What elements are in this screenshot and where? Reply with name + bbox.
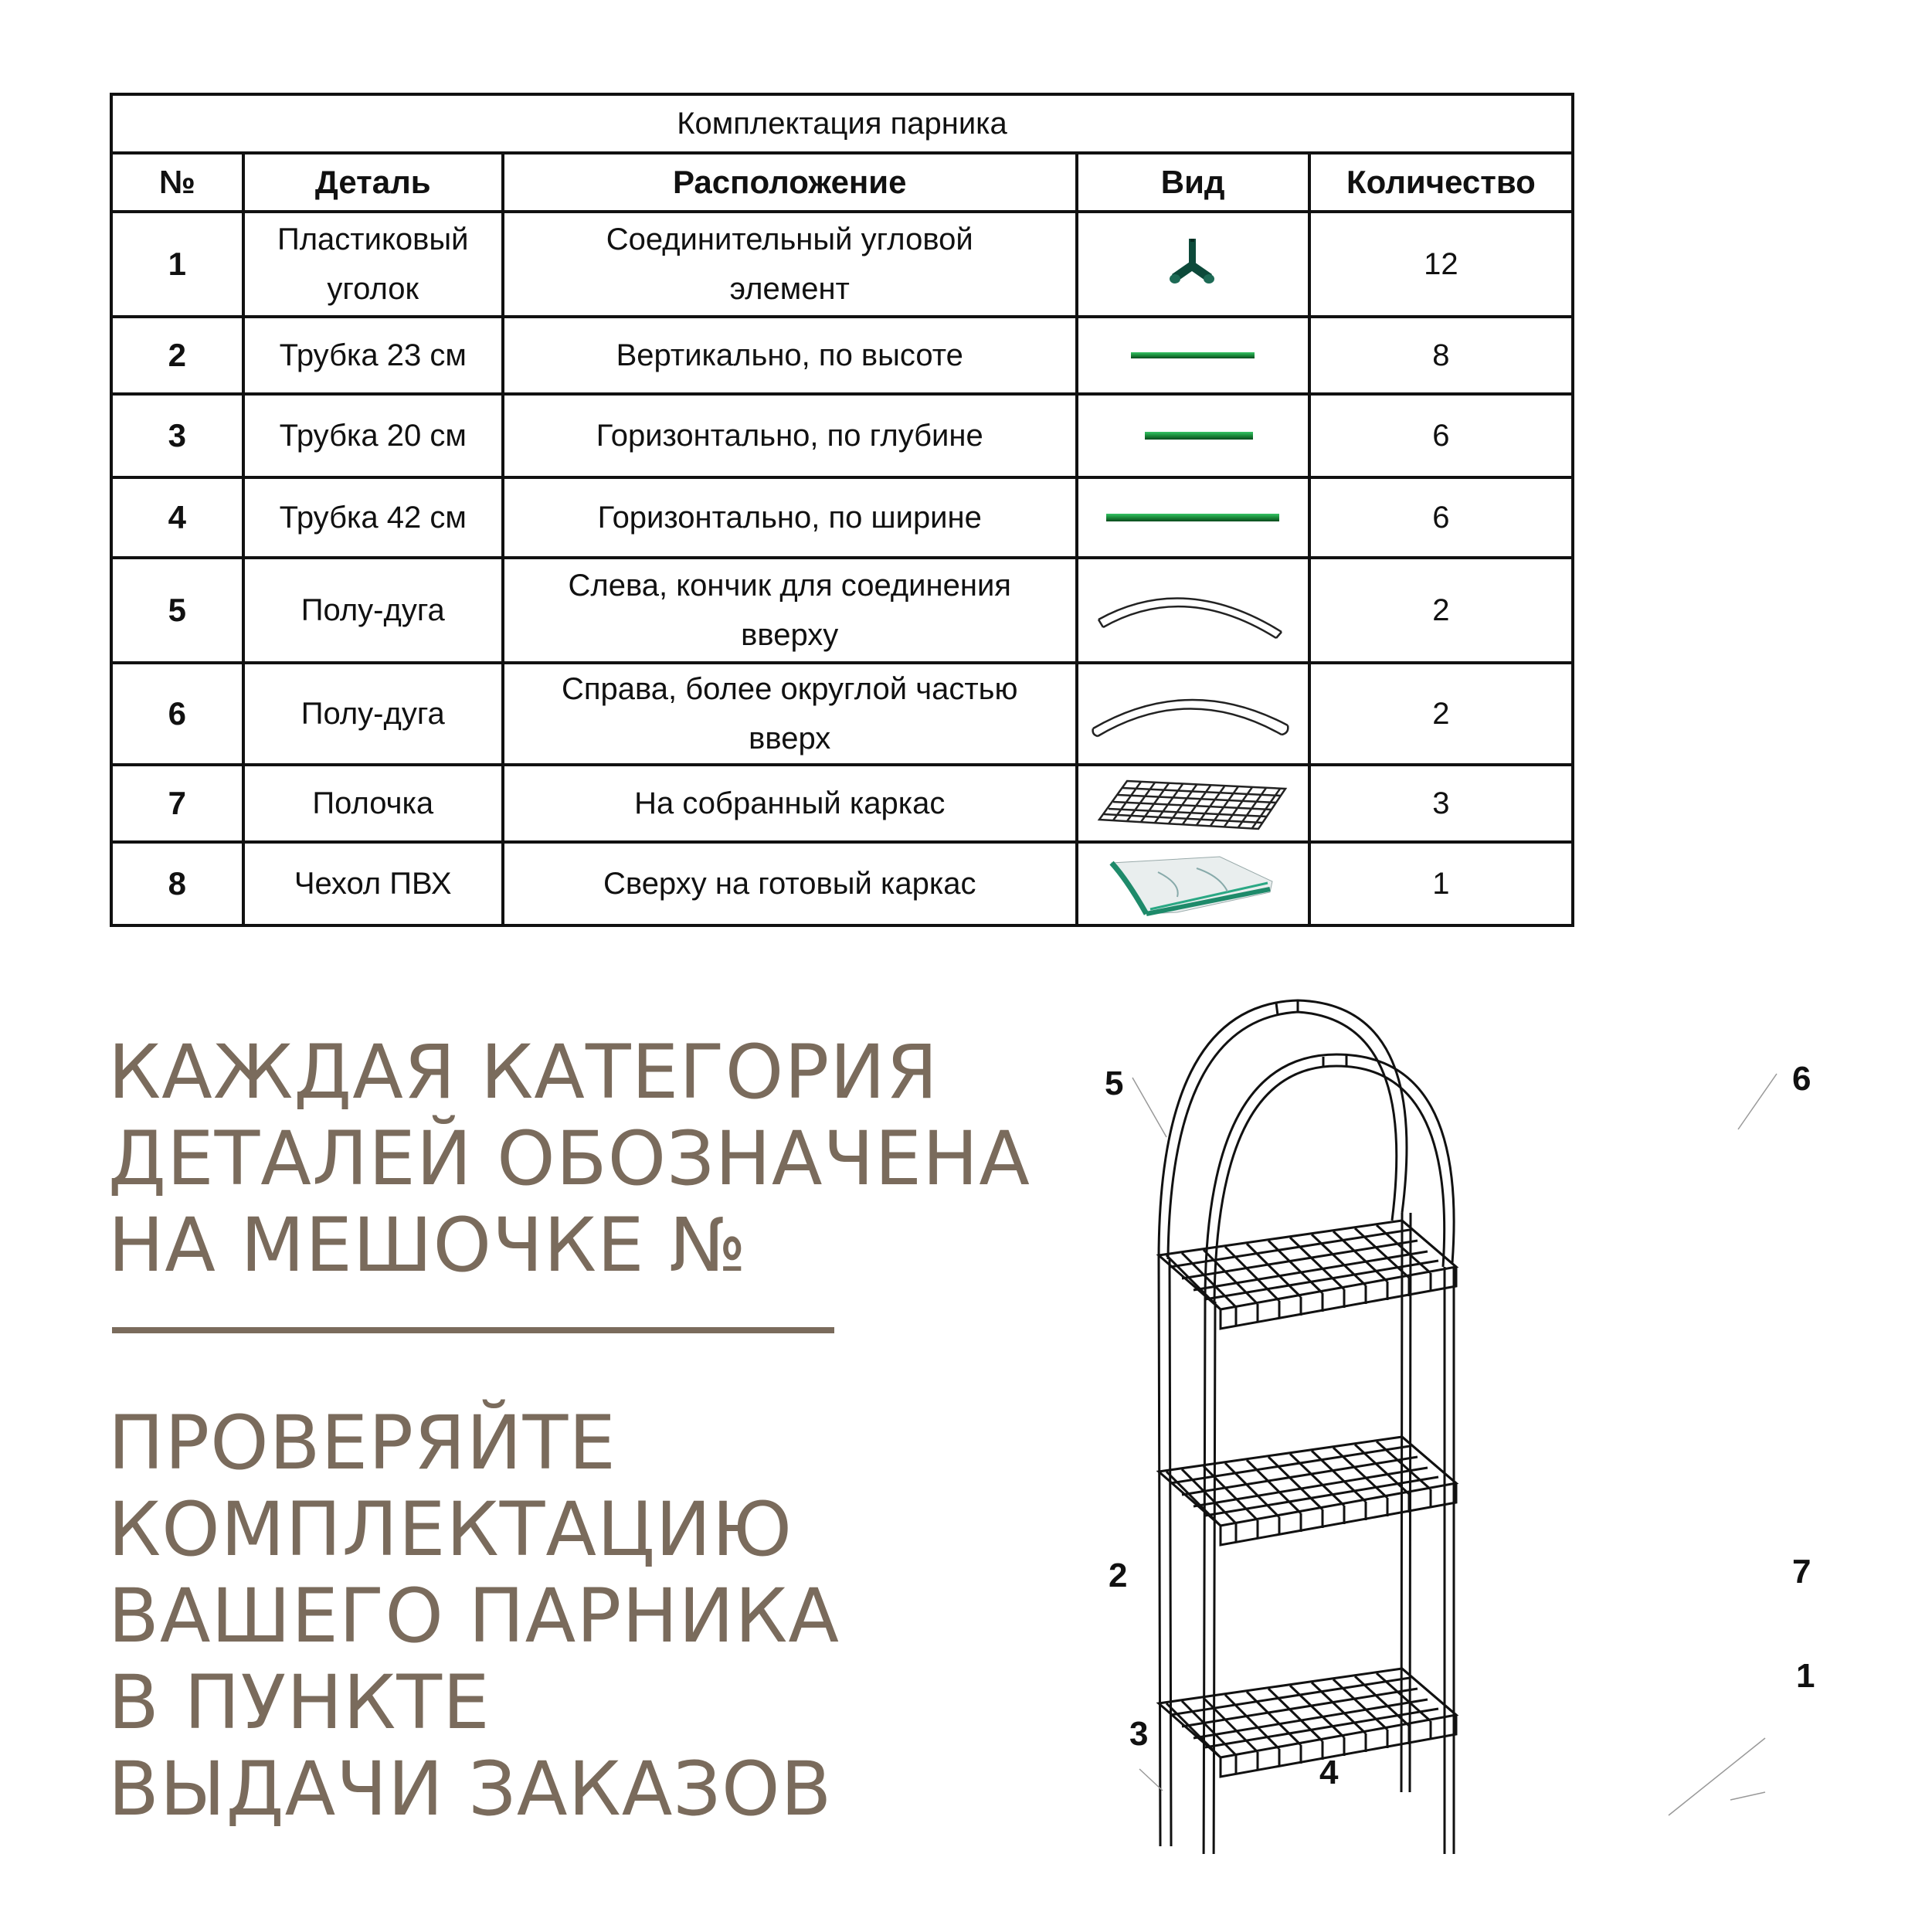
divider [112,1327,834,1333]
promo-line: КАЖДАЯ КАТЕГОРИЯ [108,1029,939,1115]
location-line: Соединительный угловой [606,222,973,256]
promo-line: ВЫДАЧИ ЗАКАЗОВ [108,1746,833,1832]
header-part: Деталь [243,153,503,212]
location-line: Слева, кончик для соединения [568,569,1011,603]
row-view [1077,477,1309,558]
promo-line: НА МЕШОЧКЕ № [108,1202,748,1289]
pvc-cover-icon [1104,849,1282,918]
parts-table [110,93,1574,927]
part-line: уголок [327,272,419,306]
tube-42cm-icon [1106,512,1279,523]
row-qty: 6 [1309,394,1573,477]
row-num: 3 [111,394,243,477]
half-arc-icon [1092,579,1293,641]
promo-line: ВАШЕГО ПАРНИКА [108,1573,840,1659]
row-location: На собранный каркас [503,765,1077,842]
table-row [111,663,1573,765]
row-qty: 1 [1309,842,1573,925]
table-row [111,212,1573,317]
table-title: Комплектация парника [111,94,1573,153]
table-row [111,477,1573,558]
row-view [1077,558,1309,663]
row-qty: 2 [1309,663,1573,765]
header-qty: Количество [1309,153,1573,212]
row-view [1077,317,1309,394]
row-part: Чехол ПВХ [243,842,503,925]
callout-1: 1 [1796,1657,1815,1695]
callout-4: 4 [1319,1754,1339,1791]
row-location [503,663,1077,765]
row-view [1077,663,1309,765]
row-location: Сверху на готовый каркас [503,842,1077,925]
promo-bag-labels [108,1029,1031,1289]
promo-line: ДЕТАЛЕЙ ОБОЗНАЧЕНА [108,1115,1031,1202]
callout-7: 7 [1792,1553,1811,1591]
row-qty: 3 [1309,765,1573,842]
row-part: Полочка [243,765,503,842]
row-view [1077,212,1309,317]
row-view [1077,842,1309,925]
table-row [111,765,1573,842]
row-qty: 2 [1309,558,1573,663]
table-header-row [111,153,1573,212]
row-location: Горизонтально, по глубине [503,394,1077,477]
row-num: 8 [111,842,243,925]
greenhouse-assembly-diagram [1105,989,1815,1854]
promo-line: В ПУНКТЕ [108,1659,491,1746]
row-location [503,212,1077,317]
header-num: № [111,153,243,212]
row-view [1077,394,1309,477]
row-qty: 6 [1309,477,1573,558]
half-arc-icon [1088,687,1297,741]
row-qty: 12 [1309,212,1573,317]
row-location: Горизонтально, по ширине [503,477,1077,558]
row-qty: 8 [1309,317,1573,394]
promo-check-contents [108,1400,840,1832]
promo-line: ПРОВЕРЯЙТЕ [108,1400,616,1486]
row-part: Полу-дуга [243,663,503,765]
row-part: Трубка 20 см [243,394,503,477]
row-part: Трубка 23 см [243,317,503,394]
callout-6: 6 [1792,1060,1811,1098]
location-line: вверху [741,618,839,652]
row-num: 4 [111,477,243,558]
location-line: элемент [729,272,850,306]
location-line: Справа, более округлой частью [561,672,1018,706]
row-part: Полу-дуга [243,558,503,663]
greenhouse-frame-illustration [1105,989,1815,1854]
corner-connector-icon [1166,237,1220,291]
tube-20cm-icon [1145,430,1253,441]
promo-line: КОМПЛЕКТАЦИЮ [108,1486,793,1573]
row-view [1077,765,1309,842]
row-num: 6 [111,663,243,765]
row-part: Трубка 42 см [243,477,503,558]
table-row [111,558,1573,663]
table-row [111,842,1573,925]
row-part [243,212,503,317]
row-location: Вертикально, по высоте [503,317,1077,394]
row-location [503,558,1077,663]
row-num: 1 [111,212,243,317]
header-view: Вид [1077,153,1309,212]
part-line: Пластиковый [277,222,469,256]
callout-3: 3 [1129,1715,1149,1753]
tube-23cm-icon [1131,351,1255,360]
table-row [111,317,1573,394]
header-location: Расположение [503,153,1077,212]
row-num: 7 [111,765,243,842]
wire-shelf-icon [1096,776,1289,830]
callout-5: 5 [1105,1064,1124,1102]
table-row [111,394,1573,477]
row-num: 2 [111,317,243,394]
location-line: вверх [749,722,831,755]
row-num: 5 [111,558,243,663]
callout-2: 2 [1109,1557,1128,1594]
